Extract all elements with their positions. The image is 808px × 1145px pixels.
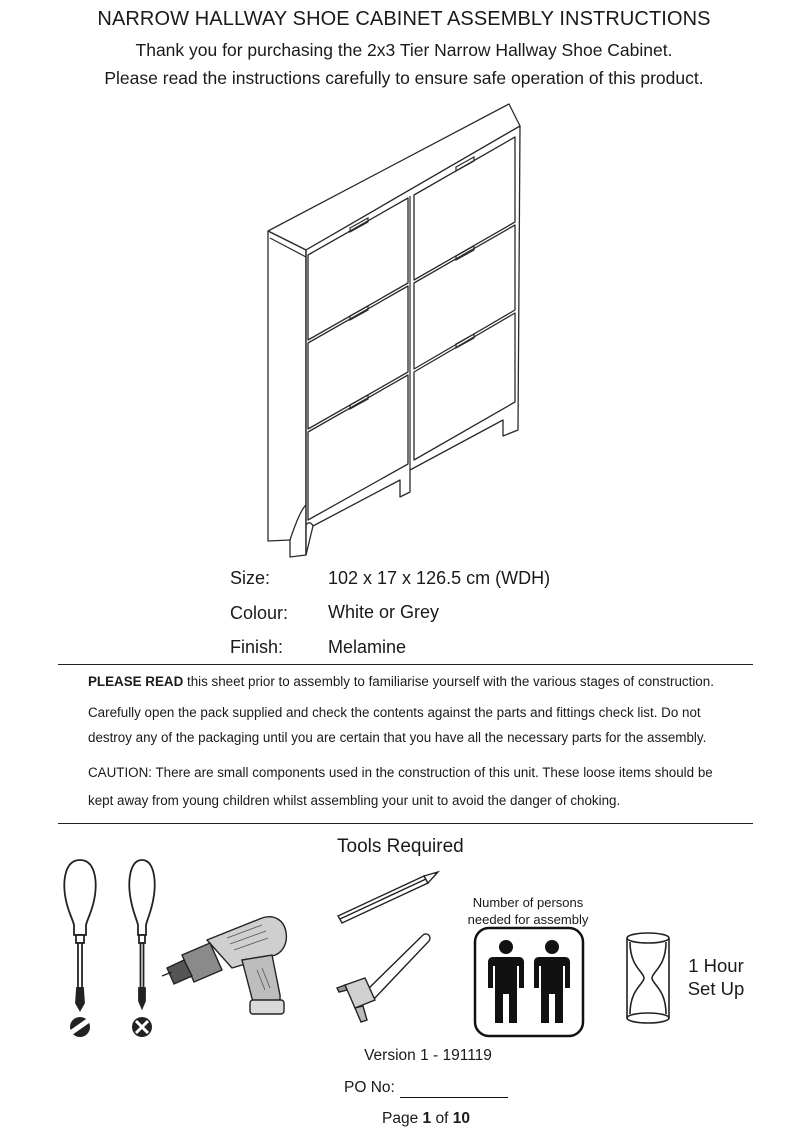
page-current: 1 bbox=[422, 1110, 432, 1127]
spec-label-finish: Finish: bbox=[230, 637, 284, 657]
persons-caption bbox=[462, 894, 594, 928]
po-number-label: PO No: bbox=[344, 1079, 395, 1096]
tools-required-title: Tools Required bbox=[337, 836, 464, 857]
divider-top bbox=[58, 664, 753, 665]
page-of: of bbox=[435, 1110, 449, 1127]
assembly-time bbox=[676, 954, 756, 1000]
please-read-rest: this sheet prior to assembly to familiarise yourself with the various stages of construction. bbox=[186, 674, 714, 689]
subtitle-line-1: Thank you for purchasing the 2x3 Tier Narrow Hallway Shoe Cabinet. bbox=[135, 40, 673, 60]
persons-caption-line-1: Number of persons bbox=[472, 895, 584, 910]
subtitle-line-2: Please read the instructions carefully to ensure safe operation of this product. bbox=[104, 68, 704, 88]
version-text: Version 1 - 191119 bbox=[364, 1047, 492, 1064]
hourglass-icon bbox=[624, 932, 672, 1024]
please-read-text bbox=[88, 674, 768, 689]
open-pack-line-2: destroy any of the packaging until you are certain that you have all the necessary parts for the assembly. bbox=[88, 730, 707, 745]
persons-caption-line-2: needed for assembly bbox=[467, 912, 589, 927]
two-persons-icon bbox=[473, 926, 585, 1038]
page-title: NARROW HALLWAY SHOE CABINET ASSEMBLY INSTRUCTIONS bbox=[97, 8, 711, 30]
page-total: 10 bbox=[452, 1110, 470, 1127]
spec-label-colour: Colour: bbox=[230, 603, 289, 623]
page-number bbox=[0, 1110, 808, 1128]
open-pack-line-1: Carefully open the pack supplied and check the contents against the parts and fittings check list. Do not bbox=[88, 705, 701, 720]
flathead-screwdriver-icon bbox=[55, 855, 105, 1035]
caution-line-2: kept away from young children whilst assembling your unit to avoid the danger of choking. bbox=[88, 793, 621, 808]
caution-line-1: CAUTION: There are small components used in the construction of this unit. These loose items should be bbox=[88, 765, 713, 780]
phillips-screwdriver-icon bbox=[122, 855, 162, 1035]
po-number-line bbox=[400, 1097, 508, 1098]
page-prefix: Page bbox=[382, 1110, 419, 1127]
divider-bottom bbox=[58, 823, 753, 824]
pencil-icon bbox=[332, 868, 442, 928]
hammer-icon bbox=[335, 930, 435, 1030]
assembly-time-line-1: 1 Hour bbox=[688, 955, 744, 976]
spec-label-size: Size: bbox=[230, 568, 271, 588]
spec-value-finish: Melamine bbox=[328, 637, 407, 657]
power-drill-icon bbox=[162, 910, 302, 1020]
spec-value-colour: White or Grey bbox=[328, 602, 440, 622]
assembly-time-line-2: Set Up bbox=[687, 978, 745, 999]
spec-value-size: 102 x 17 x 126.5 cm (WDH) bbox=[328, 568, 551, 588]
please-read-bold: PLEASE READ bbox=[88, 674, 184, 689]
